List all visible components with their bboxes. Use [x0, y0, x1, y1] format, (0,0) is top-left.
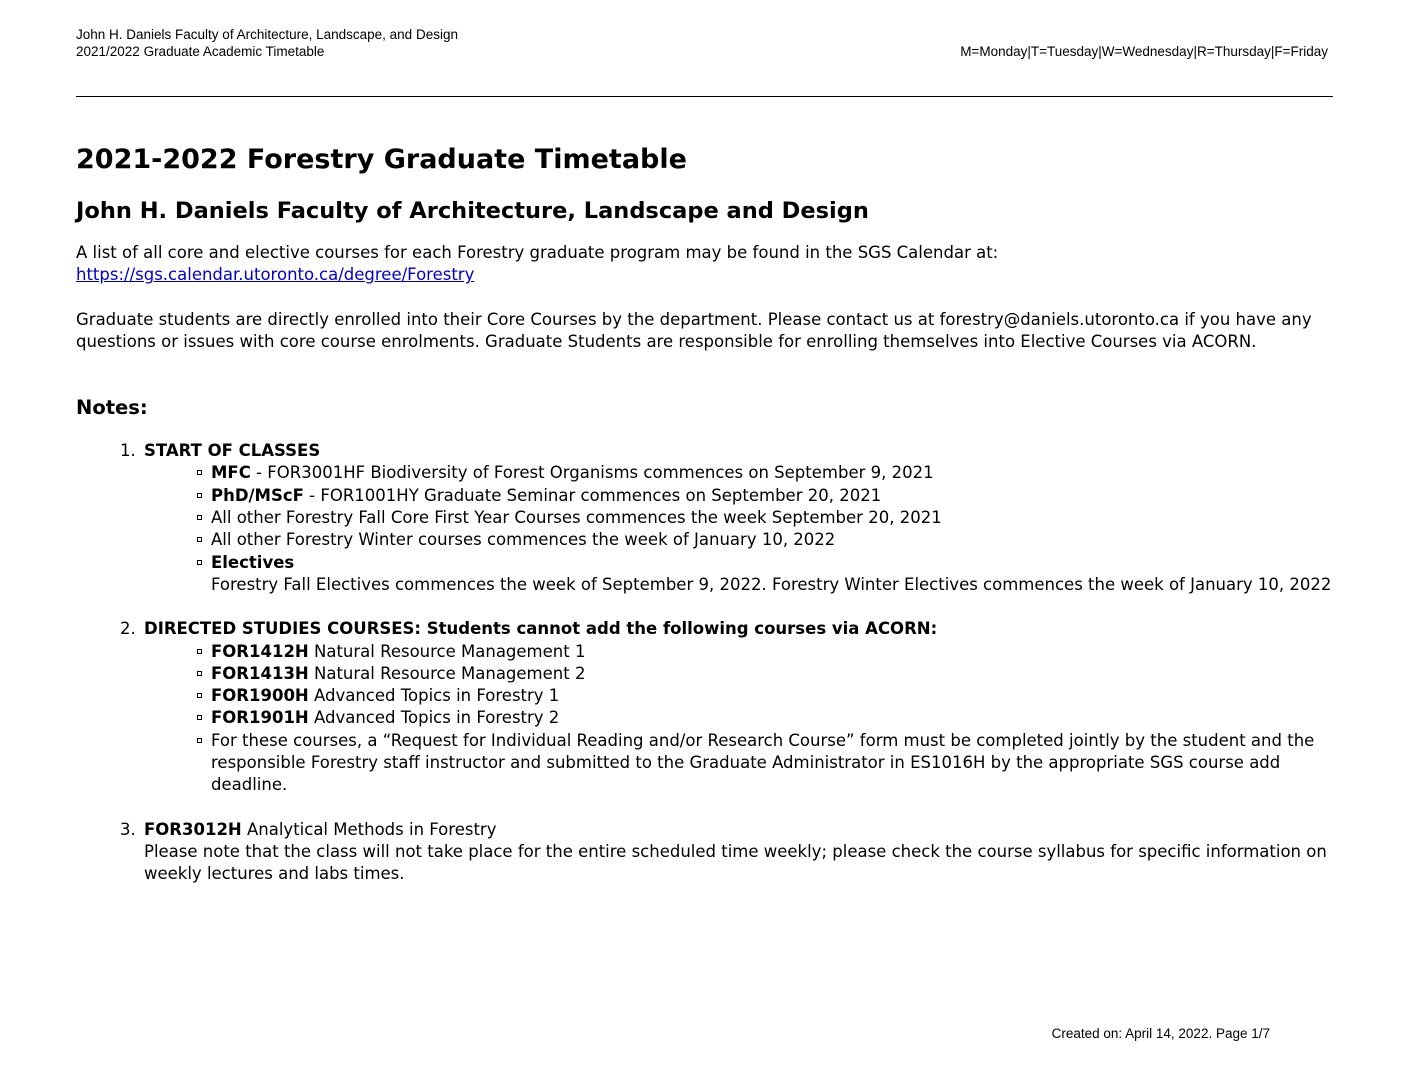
enrolment-paragraph: Graduate students are directly enrolled into their Core Courses by the department. Please contact us at forestry@daniels.utoronto.ca if you have any questions or issues with core course enrolments. Graduate Students are responsible for enrolling themselves into Elective Courses via ACORN.: [76, 309, 1312, 351]
header-divider: [76, 96, 1333, 97]
square-bullet-icon: [197, 537, 202, 542]
document-body: [76, 140, 1338, 886]
square-bullet-icon: [197, 560, 202, 565]
list-item: FOR1412H Natural Resource Management 1: [144, 641, 1338, 663]
page-footer: Created on: April 14, 2022. Page 1/7: [1051, 1026, 1270, 1041]
square-bullet-icon: [197, 693, 202, 698]
square-bullet-icon: [197, 470, 202, 475]
header-day-legend: M=Monday|T=Tuesday|W=Wednesday|R=Thursday|F=Friday: [960, 44, 1328, 59]
list-item: FOR1901H Advanced Topics in Forestry 2: [144, 707, 1338, 729]
note-course-code: FOR3012H: [144, 819, 242, 839]
intro-paragraph: [76, 242, 1338, 287]
notes-heading: Notes:: [76, 396, 148, 420]
square-bullet-icon: [197, 493, 202, 498]
note-number: 1.: [120, 441, 136, 461]
list-item: All other Forestry Winter courses commences the week of January 10, 2022: [144, 529, 1338, 551]
note-item: [76, 618, 1338, 796]
note-item: [76, 440, 1338, 596]
note-detail: Please note that the class will not take place for the entire scheduled time weekly; please check the course syllabus for specific information on weekly lectures and labs times.: [144, 841, 1327, 884]
list-item: FOR1413H Natural Resource Management 2: [144, 663, 1338, 685]
sgs-calendar-link[interactable]: https://sgs.calendar.utoronto.ca/degree/Forestry: [76, 265, 475, 285]
note-heading: START OF CLASSES: [144, 441, 321, 461]
note-course-title: Analytical Methods in Forestry: [241, 819, 497, 839]
note-sublist: [144, 641, 1338, 797]
list-item: MFC - FOR3001HF Biodiversity of Forest Organisms commences on September 9, 2021: [144, 462, 1338, 484]
page-header-left: [76, 26, 458, 60]
list-item: For these courses, a “Request for Individual Reading and/or Research Course” form must be completed jointly by the student and the responsible Forestry staff instructor and submitted to the Graduate Administrator in ES1016H by the appropriate SGS course add deadline.: [144, 730, 1338, 797]
intro-text: A list of all core and elective courses for each Forestry graduate program may be found in the SGS Calendar at:: [76, 243, 999, 262]
list-item: FOR1900H Advanced Topics in Forestry 1: [144, 685, 1338, 707]
square-bullet-icon: [197, 715, 202, 720]
list-item: All other Forestry Fall Core First Year Courses commences the week September 20, 2021: [144, 507, 1338, 529]
header-subtitle: 2021/2022 Graduate Academic Timetable: [76, 44, 325, 59]
list-item: PhD/MScF - FOR1001HY Graduate Seminar commences on September 20, 2021: [144, 485, 1338, 507]
note-item: [76, 819, 1338, 886]
note-heading: DIRECTED STUDIES COURSES: Students cannot add the following courses via ACORN:: [144, 619, 938, 639]
square-bullet-icon: [197, 738, 202, 743]
faculty-heading: John H. Daniels Faculty of Architecture, Landscape and Design: [76, 198, 869, 224]
note-number: 3.: [120, 819, 136, 839]
header-faculty: John H. Daniels Faculty of Architecture, Landscape, and Design: [76, 27, 458, 42]
list-item: Electives Forestry Fall Electives commences the week of September 9, 2022. Forestry Winter Electives commences the week of January 10, 2022: [144, 552, 1338, 597]
note-sublist: [144, 462, 1338, 596]
notes-list: [76, 440, 1338, 885]
square-bullet-icon: [197, 515, 202, 520]
square-bullet-icon: [197, 649, 202, 654]
electives-detail: Forestry Fall Electives commences the week of September 9, 2022. Forestry Winter Electives commences the week of January 10, 2022: [211, 574, 1332, 594]
page-title: 2021-2022 Forestry Graduate Timetable: [76, 144, 687, 175]
square-bullet-icon: [197, 671, 202, 676]
note-number: 2.: [120, 619, 136, 639]
